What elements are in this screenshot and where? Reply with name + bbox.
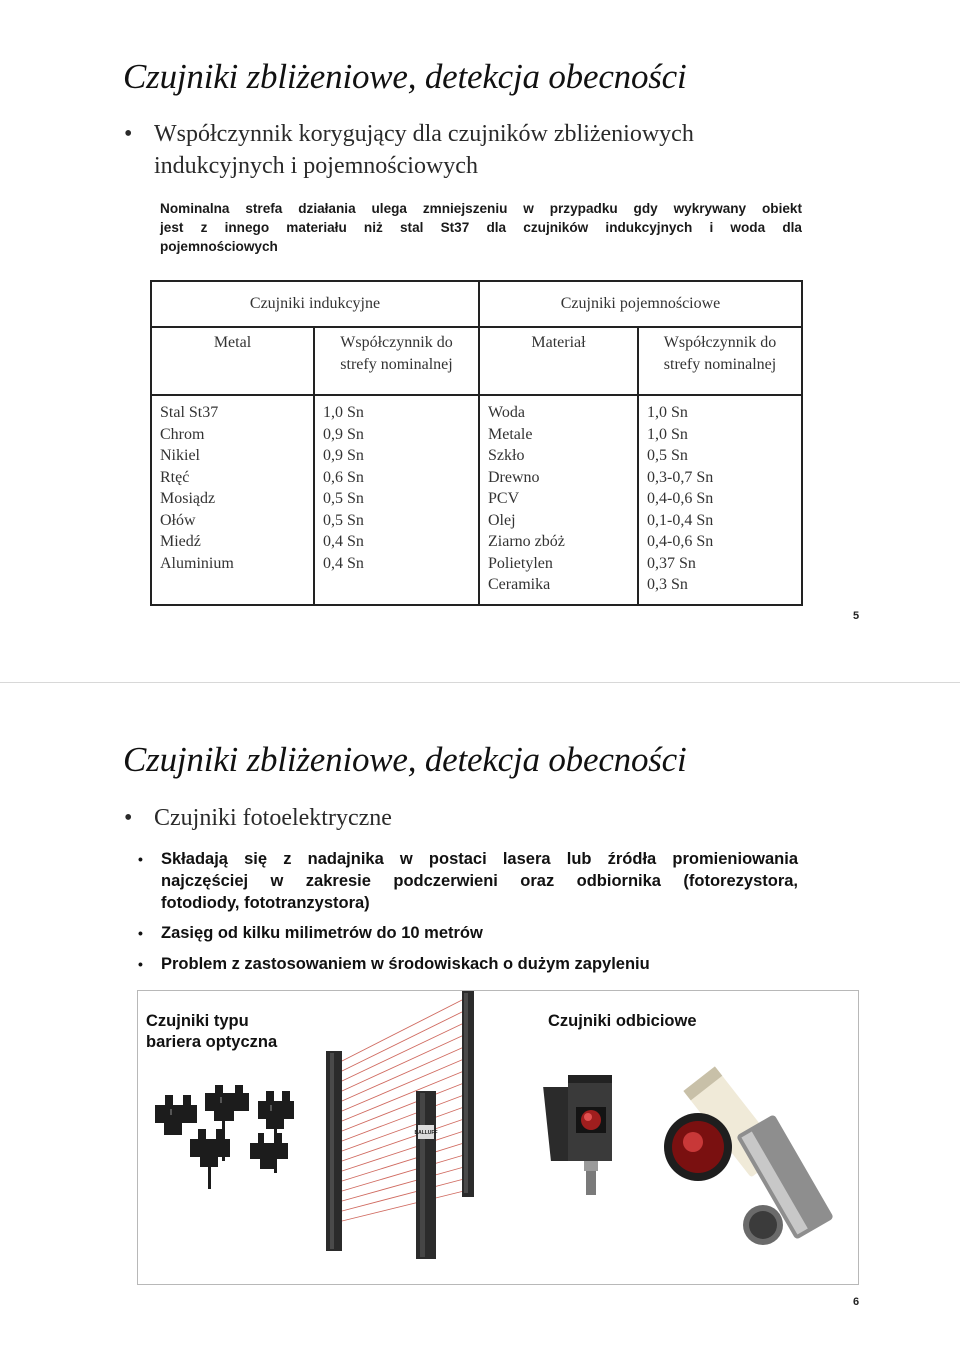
table-row: 0,4-0,6 Sn <box>647 533 714 550</box>
group-header-inductive: Czujniki indukcyjne <box>151 281 479 327</box>
table-row: 0,4-0,6 Sn <box>647 490 714 507</box>
laser-beams <box>342 999 464 1221</box>
table-row: Ceramika <box>488 576 551 593</box>
light-curtain-image <box>314 991 494 1261</box>
bullet-text: Czujniki fotoelektryczne <box>154 805 392 831</box>
table-row: 1,0 Sn <box>647 404 688 421</box>
label-light-barrier: Czujniki typu bariera optyczna <box>146 1012 278 1051</box>
slide-divider <box>0 682 960 683</box>
metals-cell <box>151 395 314 605</box>
slide-title: Czujniki zbliżeniowe, detekcja obecności <box>123 57 687 96</box>
table-row: Polietylen <box>488 554 553 572</box>
table-row: Rtęć <box>160 468 190 486</box>
emitter-bar <box>416 1091 436 1259</box>
red-lens-sensor <box>664 1113 732 1181</box>
table-row: 0,5 Sn <box>323 490 364 507</box>
table-row: Drewno <box>488 468 540 486</box>
table-row: 1,0 Sn <box>323 404 364 421</box>
receiver-bar <box>462 991 474 1197</box>
table-row: Metale <box>488 425 533 443</box>
bullet-dot: • <box>124 121 133 147</box>
bullet-dot: • <box>138 956 143 972</box>
table-row: 0,4 Sn <box>323 554 364 572</box>
bullet-dot: • <box>138 851 143 867</box>
table-row: 0,3 Sn <box>647 576 688 593</box>
col-header-material: Materiał <box>479 327 638 395</box>
col-header-coef-capacitive: Współczynnik do strefy nominalnej <box>638 327 802 395</box>
table-row: Olej <box>488 511 516 529</box>
metal-cylinder-sensor <box>736 1114 834 1245</box>
table-row: Mosiądz <box>160 490 216 507</box>
col-header-coef-inductive: Współczynnik do strefy nominalnej <box>314 327 479 395</box>
table-row: 0,1-0,4 Sn <box>647 511 714 529</box>
table-row: PCV <box>488 490 520 507</box>
table-row: 0,5 Sn <box>647 447 688 464</box>
table-row: Miedź <box>160 533 201 550</box>
bullet-dot: • <box>124 805 133 831</box>
page-number: 6 <box>853 1296 860 1308</box>
bullet-text: Współczynnik korygujący dla czujników zbliżeniowych indukcyjnych i pojemnościowych <box>154 121 694 179</box>
page-number: 5 <box>853 610 860 622</box>
sensor-photos <box>137 990 859 1285</box>
table-row: Szkło <box>488 447 525 464</box>
table-row: 0,3-0,7 Sn <box>647 468 714 486</box>
table-row: 0,6 Sn <box>323 468 364 486</box>
group-header-capacitive: Czujniki pojemnościowe <box>479 281 802 327</box>
table-row: 1,0 Sn <box>647 425 688 443</box>
table-row: 0,4 Sn <box>323 533 364 550</box>
cylinder-sensors-image <box>643 1047 853 1257</box>
brand-label: BALLUFF <box>414 1130 438 1136</box>
table-row: Nikiel <box>160 447 200 464</box>
slide-title: Czujniki zbliżeniowe, detekcja obecności <box>123 740 687 779</box>
table-row: 0,9 Sn <box>323 425 364 443</box>
table-row: Ołów <box>160 511 196 529</box>
note-paragraph: Nominalna strefa działania ulega zmniejszeniu w przypadku gdy wykrywany obiekt jest z innego materiału niż stal St37 dla czujników indukcyjnych i woda dla pojemnościowych <box>160 201 802 254</box>
table-row: Woda <box>488 404 525 421</box>
table-row: 0,9 Sn <box>323 447 364 464</box>
emitter-bar <box>326 1051 342 1251</box>
bullet-dot: • <box>138 925 143 941</box>
metal-coefs-cell <box>314 395 479 605</box>
label-reflective: Czujniki odbiciowe <box>548 1012 697 1030</box>
col-header-metal: Metal <box>151 327 314 395</box>
fork-sensors-image <box>150 1083 300 1193</box>
table-row: Aluminium <box>160 554 234 572</box>
table-row: Ziarno zbóż <box>488 533 565 550</box>
table-row: 0,37 Sn <box>647 554 696 572</box>
material-coefs-cell <box>638 395 802 605</box>
slide-6: Czujniki zbliżeniowe, detekcja obecności • Czujniki fotoelektryczne • Składają się z nadajnika w postaci lasera lub źródła promieniowania najczęściej w zakresie podczerwieni oraz odbiornika (fotorezystora, fotodiody, fototranzystora) • Zasięg od kilku milimetrów do 10 metrów • Problem z zastosowaniem w środowiskach o dużym zapyleniu Czujniki typu bariera optyczna Czujniki odbiciowe BALLUFF 6 <box>0 684 960 1367</box>
materials-cell <box>479 395 638 605</box>
correction-factor-table <box>150 280 803 606</box>
slide-5 <box>0 0 960 683</box>
table-row: Stal St37 <box>160 404 219 421</box>
table-row: Chrom <box>160 425 205 443</box>
box-sensor-image <box>538 1057 638 1217</box>
table-row: 0,5 Sn <box>323 511 364 529</box>
